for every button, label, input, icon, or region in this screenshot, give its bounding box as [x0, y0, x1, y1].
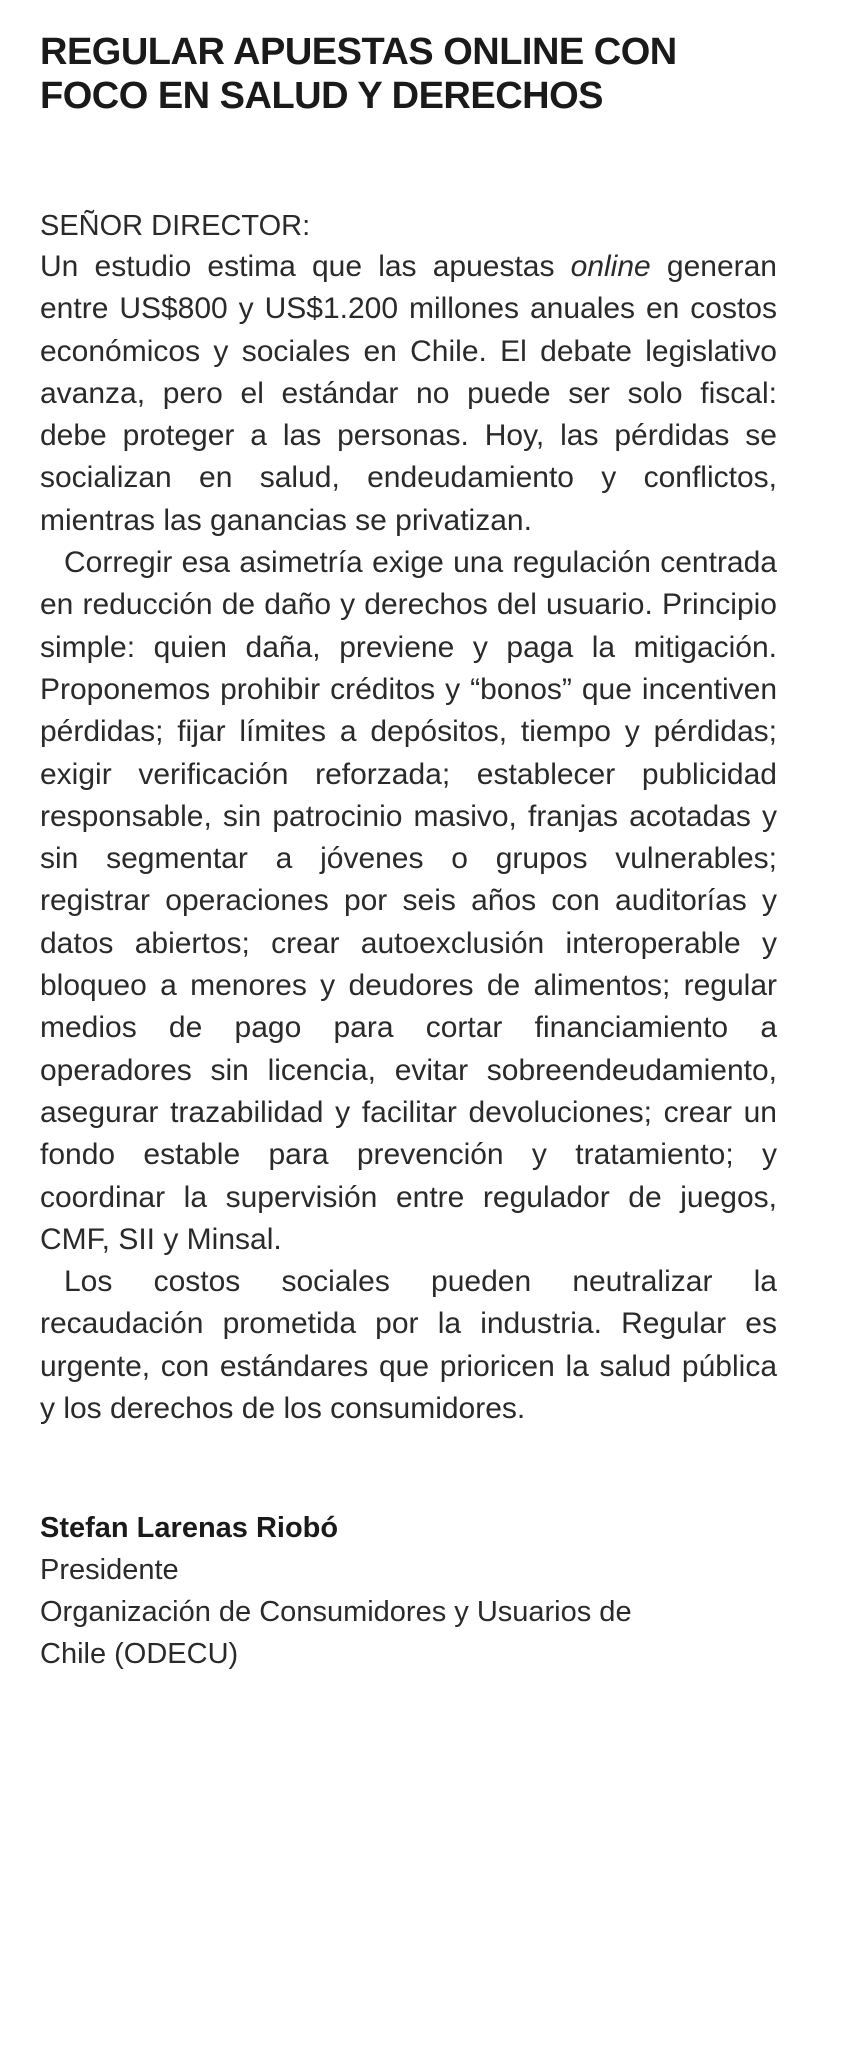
headline-line-1: REGULAR APUESTAS ONLINE CON [40, 31, 677, 73]
signature-name: Stefan Larenas Riobó [40, 1512, 339, 1545]
headline-line-2: FOCO EN SALUD Y DERECHOS [40, 75, 604, 117]
paragraph-1-start: Un estudio estima que las apuestas [40, 250, 571, 283]
paragraph-1-rest: generan entre US$800 y US$1.200 millones anuales en costos económicos y sociales en Chile. El debate legislativo avanza, pero el estándar no puede ser solo fiscal: debe proteger a las personas. Hoy, las pérdidas se socializan en salud, endeudamiento y conflictos, mientras las ganancias se privatizan. [40, 250, 777, 537]
paragraph-3: Los costos sociales pueden neutralizar la recaudación prometida por la industria. Regular es urgente, con estándares que prioricen la salud pública y los derechos de los consumidores. [40, 1265, 777, 1426]
signature-org-line-2: Chile (ODECU) [40, 1638, 239, 1671]
headline [40, 30, 777, 118]
letter-column [40, 30, 777, 1675]
signature-block [40, 1507, 777, 1675]
signature-role: Presidente [40, 1554, 179, 1587]
paragraph-1-italic-word: online [570, 250, 651, 283]
paragraph-2: Corregir esa asimetría exige una regulación centrada en reducción de daño y derechos del usuario. Principio simple: quien daña, previene y paga la mitigación. Proponemos prohibir créditos y “bonos” que incentiven pérdidas; fijar límites a depósitos, tiempo y pérdidas; exigir verificación reforzada; establecer publicidad responsable, sin patrocinio masivo, franjas acotadas y sin segmentar a jóvenes o grupos vulnerables; registrar operaciones por seis años con auditorías y datos abiertos; crear autoexclusión interoperable y bloqueo a menores y deudores de alimentos; regular medios de pago para cortar financiamiento a operadores sin licencia, evitar sobreendeudamiento, asegurar trazabilidad y facilitar devoluciones; crear un fondo estable para prevención y tratamiento; y coordinar la supervisión entre regulador de juegos, CMF, SII y Minsal. [40, 546, 777, 1256]
paragraph-1 [40, 246, 777, 542]
signature-org-line-1: Organización de Consumidores y Usuarios de [40, 1596, 632, 1629]
salutation: SEÑOR DIRECTOR: [40, 210, 311, 242]
